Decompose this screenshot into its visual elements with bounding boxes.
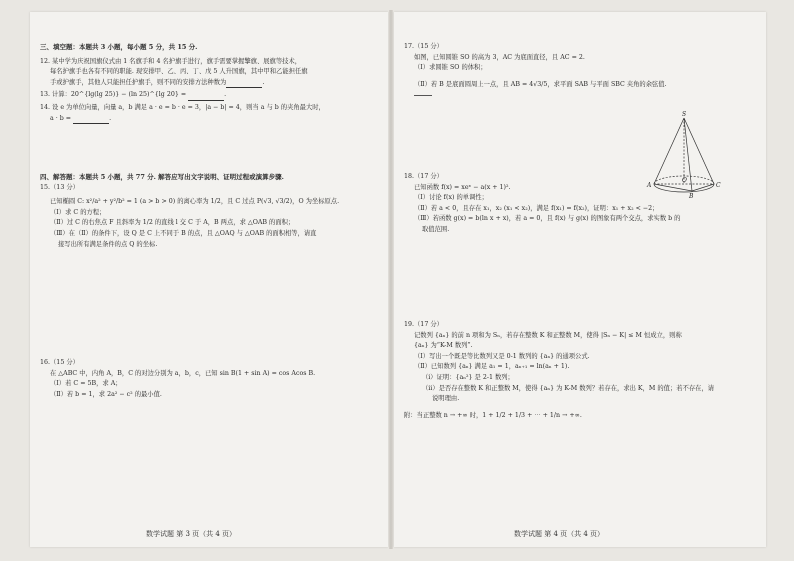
q19-stem: 记数列 {aₙ} 的前 n 项和为 Sₙ，若存在整数 K 和正整数 M，使得 |Sₙ − K| ≤ M 恒成立，则称 (414, 331, 682, 339)
q15-part-3-cont: 接写出所有满足条件的点 Q 的坐标. (58, 240, 158, 248)
q18-part-1: （Ⅰ）讨论 f(x) 的单调性； (414, 194, 488, 202)
q19-part-2-i: （ⅰ）证明：{aₙ²} 是 2-1 数列； (422, 373, 514, 381)
section-3-fill-in (40, 42, 380, 124)
q16-part-1: （Ⅰ）若 C = 5B，求 A； (50, 380, 122, 388)
q19-note: 附：当正整数 n → +∞ 时，1 + 1/2 + 1/3 + ⋯ + 1/n → +∞. (404, 411, 582, 419)
q15-part-2: （Ⅱ）过 C 的右焦点 F 且斜率为 1/2 的直线 l 交 C 于 A，B 两点，求 △OAB 的面积； (50, 219, 295, 227)
label-s: S (682, 111, 687, 118)
q17-rule (404, 90, 758, 101)
label-a: A (647, 182, 652, 189)
q13-line: 13. 计算：20^{lg(lg 25)} − (ln 25)^{lg 20} = . (40, 90, 380, 101)
page-4-footer: 数学试题 第 4 页（共 4 页） (514, 530, 605, 538)
question-19 (404, 320, 758, 421)
exam-page-3 (30, 12, 388, 547)
q19-part-2-ii: （ⅱ）是否存在整数 K 和正整数 M，使得 {aₙ} 为 K-M 数列？若存在，求出 K，M 的值；若不存在，请 (422, 384, 715, 392)
q12-line-2: 每名护旗手也各有不同的职能. 现安排甲、乙、丙、丁、戊 5 人升国旗，其中甲和乙能担任旗 (50, 68, 308, 76)
q18-stem: 已知函数 f(x) = xeˣ − a(x + 1)². (414, 183, 511, 191)
q17-stem: 如图，已知圆锥 SO 的高为 3，AC 为底面直径，且 AC = 2. (414, 53, 585, 61)
answer-blank-13 (188, 93, 224, 101)
q14-line-1: 14. 设 e 为单位向量，向量 a，b 满足 a · e = b · e = 3，|a − b| = 4，则当 a 与 b 的夹角最大时， (40, 103, 325, 111)
q18-part-3-cont: 取值范围. (422, 225, 450, 233)
q12-text: 手或护旗手，其他人只能担任护旗手，则不同的安排方法种数为 (50, 78, 227, 86)
q14-text: a · b = (50, 114, 72, 122)
q15-title: 15.（13 分） (40, 183, 79, 191)
q16-stem: 在 △ABC 中，内角 A，B，C 的对边分别为 a，b，c，已知 sin B(1 + sin A) = cos Acos B. (50, 369, 316, 377)
q19-title: 19.（17 分） (404, 321, 443, 328)
q14-line-2: a · b = . (40, 114, 380, 125)
q15-part-3: （Ⅲ）在（Ⅱ）的条件下，设 Q 是 C 上不同于 B 的点，且 △OAQ 与 △OAB 的面积相等，请直 (50, 229, 317, 237)
question-18 (404, 172, 758, 236)
answer-blank-12 (226, 80, 262, 88)
q12-line-1: 12. 某中学为庆祝国旗仪式由 1 名旗手和 4 名护旗手进行，旗手需要掌握擎旗、展旗等技术， (40, 57, 302, 65)
q17-part-1: （Ⅰ）求圆锥 SO 的体积； (414, 64, 487, 72)
q18-part-3: （Ⅲ）若函数 g(x) = b(ln x + x)，若 a = 0，且 f(x) 与 g(x) 的图象有两个交点，求实数 b 的 (414, 215, 681, 223)
q13-text: 13. 计算：20^{lg(lg 25)} − (ln 25)^{lg 20} = (40, 91, 187, 99)
q19-part-2: （Ⅱ）已知数列 {aₙ} 满足 a₁ = 1，aₙ₊₁ = ln(aₙ + 1). (414, 363, 570, 371)
q17-title: 17.（15 分） (404, 43, 443, 50)
section-4-heading: 四、解答题：本题共 5 小题，共 77 分. 解答应写出文字说明、证明过程或演算步骤. (40, 173, 284, 181)
q19-part-2-ii-cont: 说明理由. (432, 395, 460, 403)
q17-part-2: （Ⅱ）若 B 是底面圆周上一点，且 AB = 4√3/5，求平面 SAB 与平面 SBC 夹角的余弦值. (414, 80, 667, 88)
label-c: C (716, 182, 721, 189)
question-16 (40, 358, 380, 400)
q15-part-1: （Ⅰ）求 C 的方程； (50, 208, 106, 216)
q19-stem-cont: {aₙ} 为“K-M 数列”. (414, 342, 473, 350)
q18-part-2: （Ⅱ）若 a < 0，且存在 x₁，x₂ (x₁ < x₂)，满足 f(x₁) = f(x₂)，证明：x₁ + x₂ < −2； (414, 204, 659, 212)
answer-blank-14 (73, 116, 109, 124)
page-fold (389, 10, 393, 549)
q15-stem: 已知椭圆 C: x²/a² + y²/b² = 1 (a > b > 0) 的离心率为 1/2，且 C 过点 P(√3, √3/2)，O 为坐标原点. (50, 198, 340, 206)
short-rule (414, 95, 432, 96)
section-4-answers (40, 172, 380, 250)
question-17 (404, 42, 758, 101)
q16-part-2: （Ⅱ）若 b = 1，求 2a² − c² 的最小值. (50, 390, 162, 398)
label-o: O (682, 177, 687, 184)
label-b: B (689, 193, 694, 198)
exam-page-4 (394, 12, 766, 547)
q12-line-3: 手或护旗手，其他人只能担任护旗手，则不同的安排方法种数为 . (40, 78, 380, 89)
q18-title: 18.（17 分） (404, 173, 443, 180)
q19-part-1: （Ⅰ）写出一个既是等比数列又是 0-1 数列的 {aₙ} 的通项公式. (414, 352, 590, 360)
page-3-footer: 数学试题 第 3 页（共 4 页） (146, 530, 237, 538)
section-3-heading: 三、填空题：本题共 3 小题，每小题 5 分，共 15 分. (40, 43, 198, 51)
q16-title: 16.（15 分） (40, 359, 79, 366)
